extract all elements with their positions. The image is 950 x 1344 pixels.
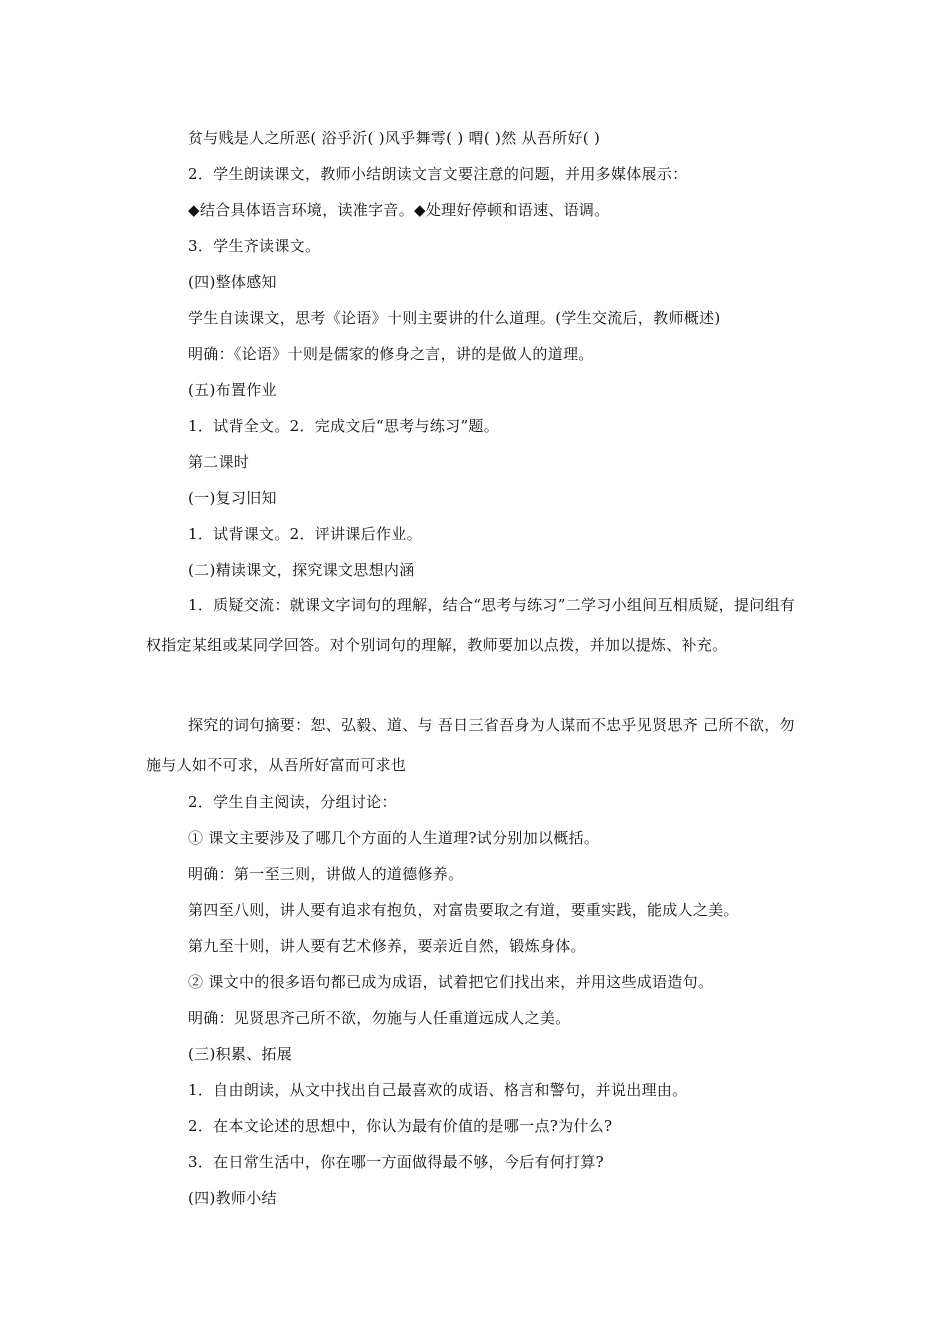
question-item-2: ② 课文中的很多语句都已成为成语，试着把它们找出来，并用这些成语造句。 <box>188 973 714 991</box>
text-line-clarify-1: 明确：《论语》十则是儒家的修身之言，讲的是做人的道理。 <box>188 345 594 363</box>
text-line-most-valuable: 2．在本文论述的思想中，你认为最有价值的是哪一点?为什么? <box>188 1117 613 1135</box>
text-line-free-reading: 1．自由朗读，从文中找出自己最喜欢的成语、格言和警句，并说出理由。 <box>188 1081 688 1099</box>
text-line-homework-items: 1．试背全文。2．完成文后“思考与练习”题。 <box>188 417 500 435</box>
paragraph-explored-phrases: 探究的词句摘要：恕、弘毅、道、与 吾日三省吾身为人谋而不忠乎见贤思齐 己所不欲，勿施与人如不可求，从吾所好富而可求也 <box>146 716 795 774</box>
text-line-daily-life: 3．在日常生活中，你在哪一方面做得最不够，今后有何打算? <box>188 1153 604 1171</box>
paragraph-questioning: 1．质疑交流：就课文字词句的理解，结合“思考与练习”二学习小组间互相质疑，提问组有权指定某组或某同学回答。对个别词句的理解，教师要加以点拨，并加以提炼、补充。 <box>146 596 796 654</box>
lesson-heading-second: 第二课时 <box>188 453 250 471</box>
section-heading-review: (一)复习旧知 <box>188 489 277 507</box>
text-line-rules-4-8: 第四至八则，讲人要有追求有抱负，对富贵要取之有道，要重实践，能成人之美。 <box>188 901 739 919</box>
text-line-read-together: 3．学生齐读课文。 <box>188 237 321 255</box>
text-line-homophones: 贫与贱是人之所恶( 浴乎沂( )风乎舞雩( ) 喟( )然 从吾所好( ) <box>188 129 601 147</box>
text-line-self-read: 学生自读课文，思考《论语》十则主要讲的什么道理。(学生交流后，教师概述) <box>188 309 721 327</box>
section-heading-accumulate: (三)积累、拓展 <box>188 1045 293 1063</box>
text-line-discussion: 2．学生自主阅读，分组讨论： <box>188 793 397 811</box>
section-heading-overall: (四)整体感知 <box>188 273 277 291</box>
text-line-clarify-3: 明确：见贤思齐己所不欲，勿施与人任重道远成人之美。 <box>188 1009 571 1027</box>
text-line-review-items: 1．试背课文。2．评讲课后作业。 <box>188 525 422 543</box>
section-heading-homework: (五)布置作业 <box>188 381 277 399</box>
section-heading-close-reading: (二)精读课文，探究课文思想内涵 <box>188 561 415 579</box>
text-line-read-aloud: 2．学生朗读课文，教师小结朗读文言文要注意的问题，并用多媒体展示： <box>188 165 688 183</box>
section-heading-summary: (四)教师小结 <box>188 1189 277 1207</box>
question-item-1: ① 课文主要涉及了哪几个方面的人生道理?试分别加以概括。 <box>188 829 600 847</box>
text-line-clarify-2: 明确：第一至三则，讲做人的道德修养。 <box>188 865 464 883</box>
text-line-rules-9-10: 第九至十则，讲人要有艺术修养，要亲近自然，锻炼身体。 <box>188 937 586 955</box>
text-line-reading-tips: ◆结合具体语言环境，读准字音。◆处理好停顿和语速、语调。 <box>188 201 610 219</box>
